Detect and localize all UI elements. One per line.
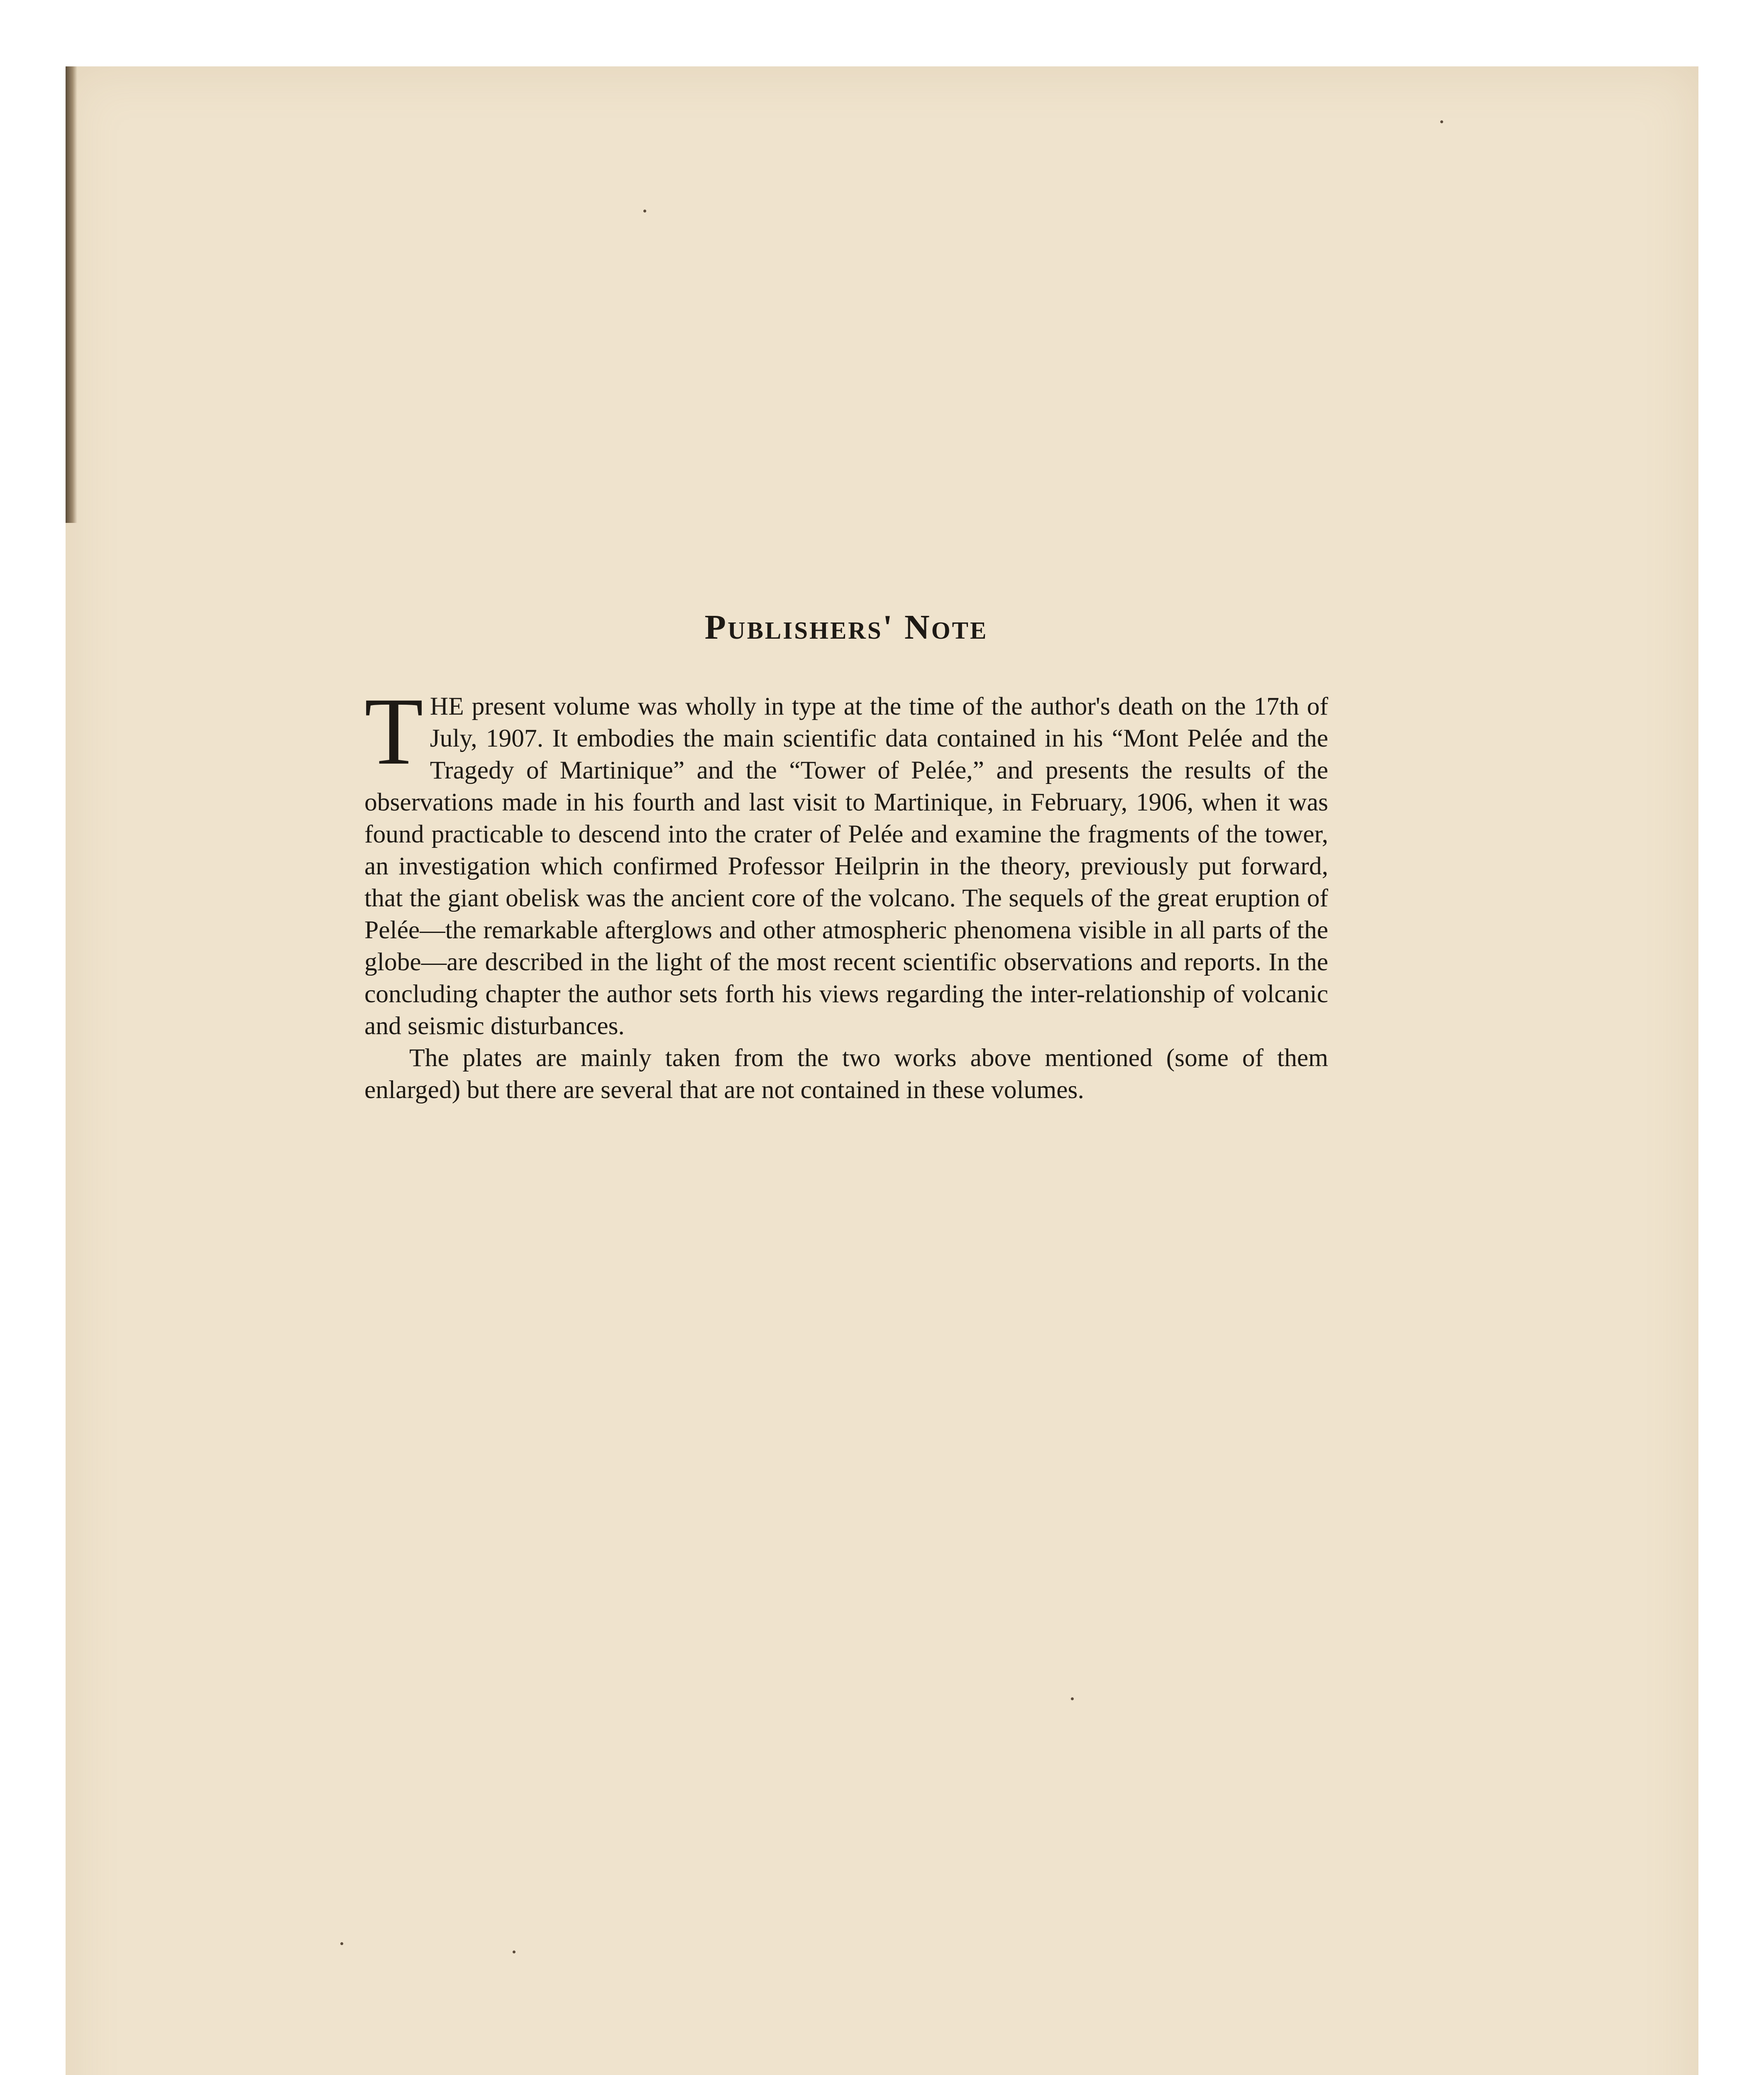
- paper-speck: [340, 1942, 343, 1945]
- paper-speck: [1071, 1697, 1074, 1700]
- drop-cap: T: [364, 678, 423, 785]
- note-text: [364, 678, 1328, 1106]
- paper-speck: [1440, 120, 1443, 123]
- binding-shadow: [66, 66, 77, 523]
- paper-speck: [513, 1950, 516, 1953]
- paper-speck: [643, 210, 646, 212]
- document-body: [364, 610, 1328, 1106]
- page-title: Publishers' Note: [704, 608, 988, 647]
- paragraph-1-text: HE present volume was wholly in type at the time of the author's death on the 17th of July, 1907. It embodies the main scientific data contained in his “Mont Pelée and the Tragedy of Martinique” and the “Tower of Pelée,” and presents the results of the observations made in his fourth and last visit to Martinique, in February, 1906, when it was found practicable to descend into the crater of Pelée and examine the fragments of the tower, an investigation which confirmed Professor Heilprin in the theory, previously put forward, that the giant obelisk was the ancient core of the volcano. The sequels of the great eruption of Pelée—the remarkable afterglows and other atmospheric phenomena visible in all parts of the globe—are described in the light of the most recent scientific observations and reports. In the concluding chapter the author sets forth his views regarding the inter-relationship of volcanic and seismic disturbances.: [364, 692, 1328, 1040]
- paragraph-2: The plates are mainly taken from the two works above mentioned (some of them enlarged) but there are several that are not contained in these volumes.: [364, 1044, 1328, 1104]
- paragraph-1: [364, 678, 1328, 1042]
